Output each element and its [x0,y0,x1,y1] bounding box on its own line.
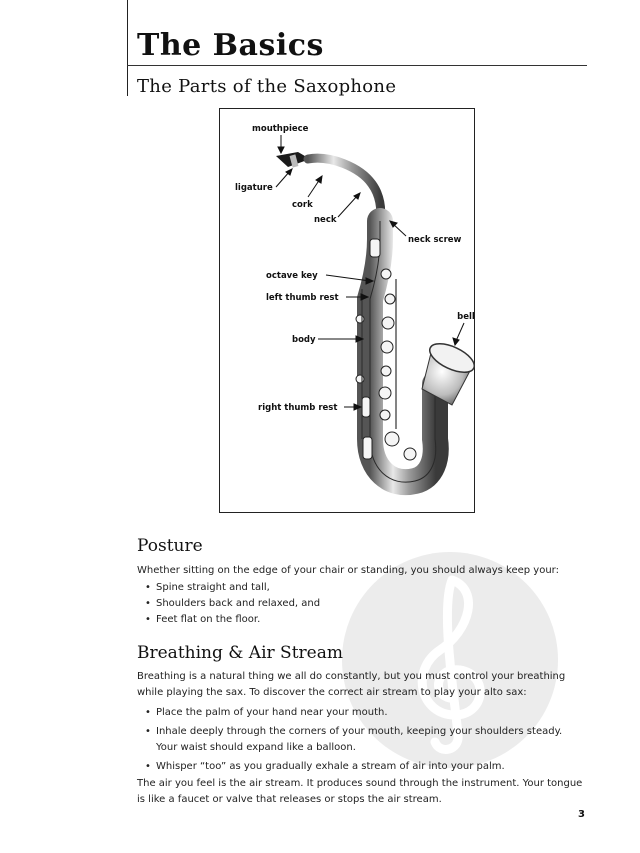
sax-neck [308,158,381,221]
section-subtitle: The Parts of the Saxophone [137,76,397,97]
posture-heading: Posture [137,536,203,556]
label-ligature: ligature [235,183,273,193]
label-right-thumb-rest: right thumb rest [258,403,338,413]
posture-intro: Whether sitting on the edge of your chair or standing, you should always keep your: [137,565,559,576]
sax-body [370,221,436,482]
list-item: • Whisper “too” as you gradually exhale a stream of air into your palm. [145,759,585,775]
header-horizontal-rule [127,65,587,66]
label-cork: cork [292,200,313,210]
breathing-intro: Breathing is a natural thing we all do constantly, but you must control your breathing while playing the sax. To discover the correct air stream to play your alto sax: [137,671,566,698]
page-number: 3 [578,809,585,820]
page-title: The Basics [137,28,324,63]
posture-list [145,580,585,628]
header-vertical-rule [127,0,128,96]
breathing-outro: The air you feel is the air stream. It produces sound through the instrument. Your tongue is like a faucet or valve that releases or stops the air stream. [137,778,583,805]
saxophone-diagram [219,108,475,513]
saxophone-illustration [220,109,476,514]
label-left-thumb-rest: left thumb rest [266,293,339,303]
list-item: • Shoulders back and relaxed, and [145,596,585,612]
list-item: • Inhale deeply through the corners of your mouth, keeping your shoulders steady. Your waist should expand like a balloon. [145,724,585,756]
label-octave-key: octave key [266,271,318,281]
label-bell: bell [457,312,475,322]
list-item: • Place the palm of your hand near your mouth. [145,705,585,721]
label-neck-screw: neck screw [408,235,462,245]
list-item: • Spine straight and tall, [145,580,585,596]
label-neck: neck [314,215,337,225]
breathing-list [145,705,585,775]
label-body: body [292,335,316,345]
label-mouthpiece: mouthpiece [252,124,309,134]
breathing-heading: Breathing & Air Stream [137,643,343,663]
list-item: • Feet flat on the floor. [145,612,585,628]
